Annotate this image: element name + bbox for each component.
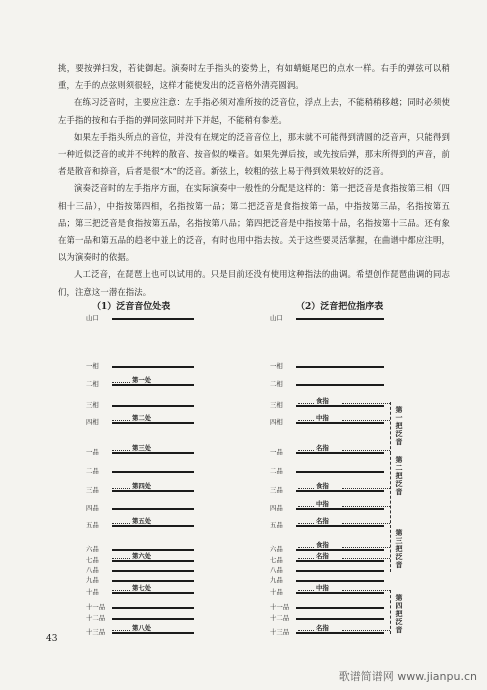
position-label: 第六处 [132, 552, 152, 560]
fret-line [296, 570, 384, 572]
fret-line [296, 405, 384, 407]
fret-line [296, 422, 384, 424]
fret-label: 九品 [86, 576, 99, 584]
leader-line [298, 558, 314, 559]
fret-line [296, 580, 384, 582]
fret-label: 十二品 [270, 614, 290, 622]
group-label: 第一把泛音 [395, 406, 404, 446]
leader-line [112, 488, 130, 489]
group-label: 第二把泛音 [395, 456, 404, 496]
position-label: 第三处 [132, 444, 152, 452]
fret-label: 二品 [270, 467, 283, 475]
fret-label: 三相 [86, 401, 99, 409]
fret-label: 六品 [86, 545, 99, 553]
fret-line [112, 508, 194, 510]
fret-label: 二品 [86, 467, 99, 475]
fret-label: 十二品 [86, 614, 106, 622]
fret-line [112, 632, 194, 634]
fret-label: 八品 [86, 566, 99, 574]
position-label: 第二处 [132, 414, 152, 422]
fret-label: 四品 [270, 504, 283, 512]
fret-label: 十三品 [86, 628, 106, 636]
fret-label: 山口 [86, 314, 99, 322]
fret-line [112, 405, 194, 407]
leader-line [112, 590, 130, 591]
position-label: 第七处 [132, 584, 152, 592]
position-label: 第五处 [132, 517, 152, 525]
paragraph-4: 演奏泛音时的左手指序方面，在实际演奏中一般性的分配是这样的：第一把泛音是食指按第三相（四相十三品），中指按第四相，名指按第一品；第二把泛音是食指按第一品，中指按第三品，名指按第五品；第三把泛音是食指按第五品，名指按第八品；第四把泛音是中指按第十品，名指按第十三品。还有象在第一品和第五品的趋老中並上的泛音，有时也用中指去按。关于这些要灵活掌握，在曲谱中都应注明，以为演奏时的依据。 [58, 183, 450, 263]
leader-line [112, 420, 130, 421]
leader-line [298, 450, 314, 451]
leader-line [342, 403, 390, 404]
fret-line [112, 560, 194, 562]
fret-line [112, 384, 194, 386]
position-label: 第一处 [132, 376, 152, 384]
leader-line [298, 506, 314, 507]
leader-line [298, 547, 314, 548]
fret-line [296, 471, 384, 473]
leader-line [298, 488, 314, 489]
fret-line [112, 607, 194, 609]
fret-line [296, 592, 384, 594]
fret-line [112, 490, 194, 492]
fret-line [296, 508, 384, 510]
fret-label: 四相 [270, 418, 283, 426]
fret-line [112, 549, 194, 551]
paragraph-1: 挑，要按弹扫发，若徒御起。演奏时左手指头的姿势上，有如蜻蜓尾巴的点水一样。右手的弹弦可以稍重，左手的点弦则须很轻，这样才能使发出的泛音格外清亮圆润。 [58, 63, 450, 91]
finger-label: 中指 [316, 414, 329, 422]
fret-label: 山口 [270, 314, 283, 322]
fret-label: 十品 [270, 588, 283, 596]
group-bracket [390, 402, 391, 454]
finger-label: 名指 [316, 624, 329, 632]
paragraph-3: 如果左手指头所点的音位，并没有在规定的泛音音位上，那末就不可能得到清圆的泛音声，只能得到一种近似泛音的或并不纯粹的散音、按音似的噪音。如果先弹后按，或先按后弹，那末所得到的声音，前者是散音和捺音，后者是很“木”的泛音。新弦上，较粗的弦上易于得到效果较好的泛音。 [58, 131, 450, 177]
fret-line [112, 525, 194, 527]
fret-line [296, 366, 384, 368]
fret-line [112, 366, 194, 368]
leader-line [298, 420, 314, 421]
fret-label: 三品 [270, 486, 283, 494]
leader-line [112, 558, 130, 559]
fret-label: 五品 [270, 521, 283, 529]
fret-line [296, 525, 384, 527]
position-label: 第八处 [132, 624, 152, 632]
leader-line [112, 450, 130, 451]
fret-line [296, 490, 384, 492]
leader-line [342, 630, 390, 631]
position-label: 第四处 [132, 482, 152, 490]
finger-label: 名指 [316, 444, 329, 452]
fret-line [112, 570, 194, 572]
leader-line [342, 420, 390, 421]
leader-line [298, 403, 314, 404]
figure-right-title: （2）泛音把位指序表 [296, 302, 384, 312]
leader-line [112, 630, 130, 631]
finger-label: 食指 [316, 482, 329, 490]
fret-line [296, 632, 384, 634]
leader-line [342, 450, 390, 451]
fret-label: 二相 [270, 380, 283, 388]
fret-line [112, 318, 194, 320]
fret-line [296, 318, 384, 320]
leader-line [298, 523, 314, 524]
leader-line [342, 523, 390, 524]
finger-label: 中指 [316, 584, 329, 592]
watermark: 歌谱简谱网 www.jianpu.cn [338, 670, 477, 683]
leader-line [112, 382, 130, 383]
group-label: 第三把泛音 [395, 529, 404, 569]
fret-line [296, 384, 384, 386]
paragraph-2: 在练习泛音时，主要应注意：左手指必须对准所按的泛音位，浮点上去，不能稍稍移越；同时必须使左手指的按和右手指的弹同弦同时并下并起，不能稍有参差。 [58, 97, 450, 125]
leader-line [298, 590, 314, 591]
fret-label: 十一品 [270, 603, 290, 611]
figure-left-title: （1）泛音音位处表 [92, 302, 171, 312]
fret-label: 三相 [270, 401, 283, 409]
leader-line [342, 488, 390, 489]
leader-line [342, 547, 390, 548]
finger-label: 中指 [316, 500, 329, 508]
fret-label: 四品 [86, 504, 99, 512]
fret-line [112, 618, 194, 620]
fret-label: 十品 [86, 588, 99, 596]
fret-label: 七品 [270, 556, 283, 564]
finger-label: 食指 [316, 541, 329, 549]
fret-label: 十三品 [270, 628, 290, 636]
page-number: 43 [46, 634, 58, 644]
fret-line [296, 560, 384, 562]
finger-label: 名指 [316, 552, 329, 560]
fret-label: 三品 [86, 486, 99, 494]
fret-label: 四相 [86, 418, 99, 426]
group-bracket [390, 452, 391, 528]
group-label: 第四把泛音 [395, 594, 404, 634]
finger-label: 名指 [316, 517, 329, 525]
paragraph-5: 人工泛音，在琵琶上也可以试用的。只是目前还没有使用这种指法的曲调。希望创作琵琶曲调的同志们，注意这一潜在指法。 [58, 269, 450, 297]
fret-line [112, 580, 194, 582]
fret-label: 五品 [86, 521, 99, 529]
fret-label: 一品 [86, 448, 99, 456]
fret-line [296, 607, 384, 609]
fret-label: 九品 [270, 576, 283, 584]
fret-line [112, 422, 194, 424]
fret-label: 七品 [86, 556, 99, 564]
fret-line [296, 618, 384, 620]
fret-line [296, 549, 384, 551]
fret-label: 一品 [270, 448, 283, 456]
fret-label: 一相 [270, 362, 283, 370]
leader-line [112, 523, 130, 524]
fret-label: 六品 [270, 545, 283, 553]
finger-label: 食指 [316, 397, 329, 405]
fret-label: 二相 [86, 380, 99, 388]
fret-line [112, 592, 194, 594]
group-bracket [390, 590, 391, 634]
fret-label: 八品 [270, 566, 283, 574]
leader-line [342, 558, 390, 559]
fret-label: 一相 [86, 362, 99, 370]
fret-label: 十一品 [86, 603, 106, 611]
leader-line [342, 590, 390, 591]
fret-line [112, 452, 194, 454]
leader-line [342, 506, 390, 507]
leader-line [298, 630, 314, 631]
fret-line [112, 471, 194, 473]
body-text [58, 60, 450, 301]
fret-line [296, 452, 384, 454]
group-bracket [390, 525, 391, 572]
